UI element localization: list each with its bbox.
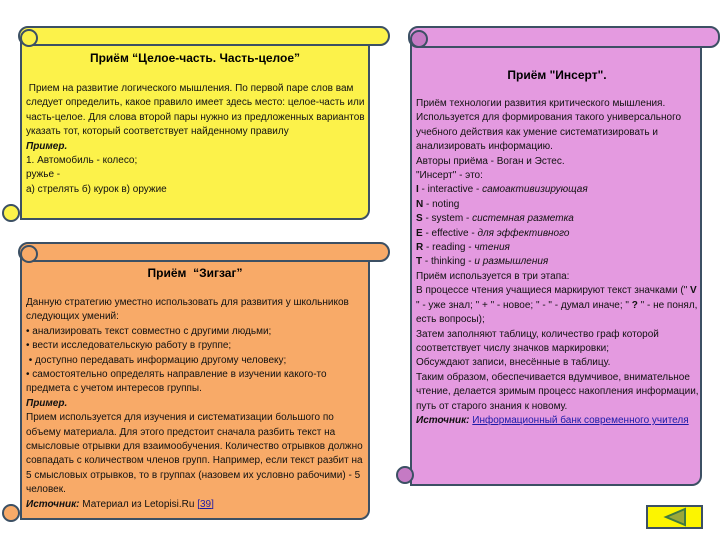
- conclusion: Таким образом, обеспечивается вдумчивое, внимательное чтение, делается зримым процесс накопления информации, путь от старого знания к новому.: [416, 371, 699, 412]
- example-label: Пример.: [26, 397, 68, 409]
- example-line: 1. Автомобиль - колесо;: [26, 155, 138, 167]
- scroll-roll: [18, 26, 390, 46]
- card-text: Прием на развитие логического мышления. По первой паре слов вам следует определить, какое правило имеет здесь место: целое-часть или часть-целое. Для слова второй пары нужно из предложенных вариантов указать тот, который соответствует найденному правилу: [26, 83, 368, 138]
- bullet-item: • самостоятельно определять направление в изучении какого-то предмета с учетом интересов группы.: [26, 369, 330, 395]
- bullet-item: • доступно передавать информацию другому человеку;: [26, 354, 287, 366]
- scroll-curl-icon: [2, 504, 20, 522]
- source-link[interactable]: Информационный банк современного учителя: [472, 414, 689, 426]
- source-link[interactable]: [39]: [197, 498, 214, 510]
- example-line: а) стрелять б) курок в) оружие: [26, 183, 167, 195]
- letter-item: S - system - системная разметка: [416, 213, 574, 225]
- card-intro: Приём технологии развития критического мышления. Используется для формирования такого универсального учебного действия как умение систематизировать и анализировать информацию.: [416, 98, 682, 153]
- example-label: Пример.: [26, 140, 68, 152]
- bullet-item: • вести исследовательскую работу в группе;: [26, 340, 232, 352]
- triangle-left-icon: [648, 507, 701, 527]
- letter-item: E - effective - для эффективного: [416, 227, 570, 239]
- scroll-roll: [18, 242, 390, 262]
- letter-item: I - interactive - самоактивизирующая: [416, 184, 588, 196]
- example-text: Прием используется для изучения и систематизации большого по объему материала. Для этого предстоит сначала разбить текст на смысловые отрывки для взаимообучения. Количество отрывков должно совпадать с количеством членов групп. Например, если текст разбит на 5 смысловых отрывков, то в группах (назовем их условно рабочими) - 5 человек.: [26, 412, 363, 496]
- card-title: Приём “Целое-часть. Часть-целое”: [89, 51, 301, 65]
- source-text: Материал из Letopisi.Ru: [79, 498, 198, 510]
- card-title: Приём "Инсерт".: [507, 68, 607, 82]
- source-label: Источник:: [26, 498, 80, 510]
- letter-item: R - reading - чтения: [416, 242, 510, 254]
- example-line: ружье -: [26, 169, 61, 181]
- scroll-curl-icon: [20, 245, 38, 263]
- authors: Авторы приёма - Воган и Эстес.: [416, 155, 565, 167]
- definition-heading: "Инсерт" - это:: [416, 170, 483, 182]
- bullet-item: • анализировать текст совместно с другими людьми;: [26, 325, 272, 337]
- scroll-curl-icon: [2, 204, 20, 222]
- card-title: Приём “Зигзаг”: [147, 266, 243, 280]
- scroll-curl-icon: [410, 30, 428, 48]
- letter-item: T - thinking - и размышления: [416, 256, 549, 268]
- letter-item: N - noting: [416, 198, 460, 210]
- back-button[interactable]: [646, 505, 703, 529]
- step-2: Затем заполняют таблицу, количество граф которой соответствует числу значков маркировки;: [416, 328, 659, 354]
- scroll-roll: [408, 26, 720, 48]
- card-intro: Данную стратегию уместно использовать для развития у школьников следующих умений:: [26, 297, 349, 323]
- scroll-curl-icon: [396, 466, 414, 484]
- source-label: Источник:: [416, 414, 470, 426]
- step-3: Обсуждают записи, внесённые в таблицу.: [416, 357, 611, 369]
- step-1: В процессе чтения учащиеся маркируют текст значками (" V " - уже знал; " + " - новое; " - " - думал иначе; " ? " - не понял, есть вопросы);: [416, 285, 701, 326]
- stages-text: Приём используется в три этапа:: [416, 270, 570, 282]
- scroll-curl-icon: [20, 29, 38, 47]
